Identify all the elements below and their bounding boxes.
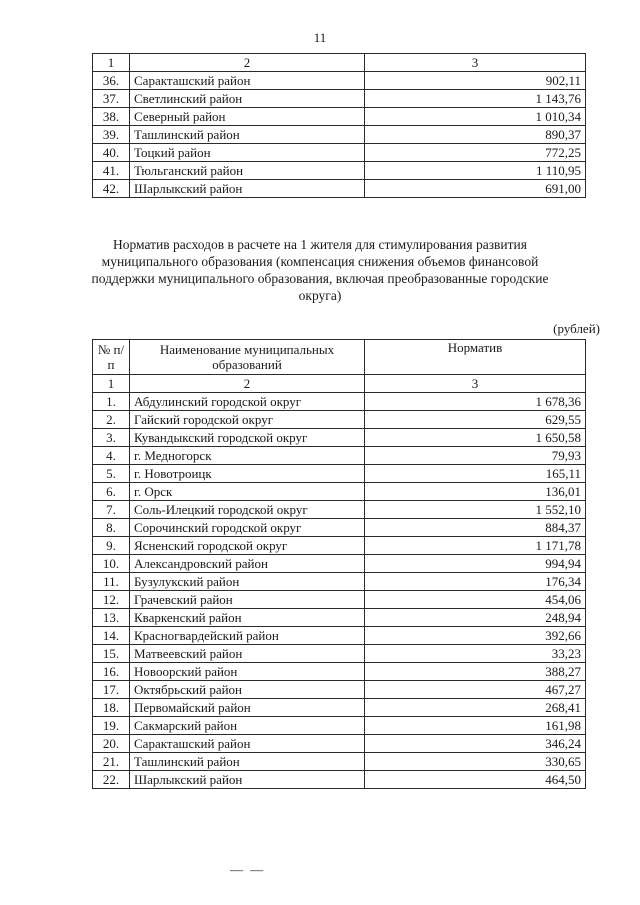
row-value: 176,34 [365, 573, 586, 591]
table-row [93, 393, 586, 411]
row-name: Первомайский район [130, 699, 365, 717]
row-number: 8. [93, 519, 130, 537]
col-value-index: 3 [365, 375, 586, 393]
row-number: 9. [93, 537, 130, 555]
table-row [93, 609, 586, 627]
col-value-header: 3 [365, 54, 586, 72]
table-row [93, 126, 586, 144]
table-row [93, 627, 586, 645]
row-value: 1 552,10 [365, 501, 586, 519]
table-row [93, 753, 586, 771]
row-name: Соль-Илецкий городской округ [130, 501, 365, 519]
row-number: 19. [93, 717, 130, 735]
row-number: 7. [93, 501, 130, 519]
row-name: Грачевский район [130, 591, 365, 609]
table-row [93, 144, 586, 162]
row-number: 5. [93, 465, 130, 483]
table-row [93, 681, 586, 699]
table-row [93, 180, 586, 198]
table-row [93, 645, 586, 663]
row-number: 42. [93, 180, 130, 198]
row-number: 16. [93, 663, 130, 681]
row-name: Тоцкий район [130, 144, 365, 162]
row-name: Бузулукский район [130, 573, 365, 591]
col-number-index: 1 [93, 375, 130, 393]
table-row [93, 771, 586, 789]
row-name: Ясненский городской округ [130, 537, 365, 555]
row-number: 22. [93, 771, 130, 789]
row-value: 772,25 [365, 144, 586, 162]
table-row [93, 501, 586, 519]
table-row [93, 411, 586, 429]
row-value: 346,24 [365, 735, 586, 753]
table-row [93, 717, 586, 735]
row-number: 12. [93, 591, 130, 609]
table-row [93, 429, 586, 447]
table-row [93, 483, 586, 501]
table-row [93, 699, 586, 717]
row-name: Шарлыкский район [130, 180, 365, 198]
row-name: Сакмарский район [130, 717, 365, 735]
row-value: 994,94 [365, 555, 586, 573]
row-name: Абдулинский городской округ [130, 393, 365, 411]
table-header-row [93, 340, 586, 375]
row-name: Кваркенский район [130, 609, 365, 627]
row-number: 13. [93, 609, 130, 627]
row-number: 38. [93, 108, 130, 126]
row-value: 1 110,95 [365, 162, 586, 180]
row-name: Новоорский район [130, 663, 365, 681]
row-value: 330,65 [365, 753, 586, 771]
table-row [93, 447, 586, 465]
row-value: 454,06 [365, 591, 586, 609]
row-name: Матвеевский район [130, 645, 365, 663]
row-value: 165,11 [365, 465, 586, 483]
row-number: 18. [93, 699, 130, 717]
row-value: 248,94 [365, 609, 586, 627]
row-value: 691,00 [365, 180, 586, 198]
row-number: 6. [93, 483, 130, 501]
row-number: 20. [93, 735, 130, 753]
table-row [93, 108, 586, 126]
table-row [93, 162, 586, 180]
row-name: Саракташский район [130, 735, 365, 753]
row-name: Светлинский район [130, 90, 365, 108]
row-number: 40. [93, 144, 130, 162]
row-number: 11. [93, 573, 130, 591]
row-number: 21. [93, 753, 130, 771]
row-name: Тюльганский район [130, 162, 365, 180]
row-value: 392,66 [365, 627, 586, 645]
row-value: 161,98 [365, 717, 586, 735]
row-number: 10. [93, 555, 130, 573]
footer-mark: — — [230, 862, 266, 877]
row-number: 2. [93, 411, 130, 429]
row-value: 1 678,36 [365, 393, 586, 411]
table-row [93, 519, 586, 537]
table-row [93, 591, 586, 609]
section-title: Норматив расходов в расчете на 1 жителя для стимулирования развития муниципального образования (компенсация снижения объемов финансовой поддержки муниципального образования, включая преобразованные городские округа) [91, 237, 549, 303]
row-name: Шарлыкский район [130, 771, 365, 789]
col-name-header: Наименование муниципальных образований [130, 340, 365, 375]
row-value: 388,27 [365, 663, 586, 681]
row-name: Ташлинский район [130, 126, 365, 144]
col-value-header: Норматив [365, 340, 586, 375]
row-value: 1 010,34 [365, 108, 586, 126]
row-number: 4. [93, 447, 130, 465]
table-continued [92, 53, 586, 198]
col-name-header: 2 [130, 54, 365, 72]
row-value: 1 650,58 [365, 429, 586, 447]
table-row [93, 537, 586, 555]
row-value: 464,50 [365, 771, 586, 789]
row-value: 884,37 [365, 519, 586, 537]
row-value: 79,93 [365, 447, 586, 465]
row-name: г. Медногорск [130, 447, 365, 465]
table-row [93, 90, 586, 108]
row-value: 268,41 [365, 699, 586, 717]
row-name: Александровский район [130, 555, 365, 573]
row-name: г. Новотроицк [130, 465, 365, 483]
row-name: Гайский городской округ [130, 411, 365, 429]
row-number: 17. [93, 681, 130, 699]
unit-label: (рублей) [553, 321, 600, 336]
row-name: Октябрьский район [130, 681, 365, 699]
table-row [93, 735, 586, 753]
row-number: 36. [93, 72, 130, 90]
col-name-index: 2 [130, 375, 365, 393]
row-value: 902,11 [365, 72, 586, 90]
row-value: 136,01 [365, 483, 586, 501]
row-name: Северный район [130, 108, 365, 126]
row-name: Сорочинский городской округ [130, 519, 365, 537]
table-row [93, 465, 586, 483]
table-header-row [93, 54, 586, 72]
page-number: 11 [313, 30, 327, 45]
row-name: Красногвардейский район [130, 627, 365, 645]
table-row [93, 663, 586, 681]
row-number: 39. [93, 126, 130, 144]
table-row [93, 72, 586, 90]
table-subheader-row [93, 375, 586, 393]
row-value: 467,27 [365, 681, 586, 699]
row-number: 3. [93, 429, 130, 447]
row-name: Саракташский район [130, 72, 365, 90]
table-row [93, 555, 586, 573]
row-value: 1 171,78 [365, 537, 586, 555]
row-name: г. Орск [130, 483, 365, 501]
row-name: Ташлинский район [130, 753, 365, 771]
row-number: 37. [93, 90, 130, 108]
row-value: 33,23 [365, 645, 586, 663]
table-normative [92, 339, 586, 789]
row-number: 14. [93, 627, 130, 645]
row-number: 15. [93, 645, 130, 663]
row-value: 629,55 [365, 411, 586, 429]
row-name: Кувандыкский городской округ [130, 429, 365, 447]
col-number-header: 1 [93, 54, 130, 72]
col-number-header: № п/п [93, 340, 130, 375]
row-number: 41. [93, 162, 130, 180]
row-value: 890,37 [365, 126, 586, 144]
table-row [93, 573, 586, 591]
row-value: 1 143,76 [365, 90, 586, 108]
row-number: 1. [93, 393, 130, 411]
